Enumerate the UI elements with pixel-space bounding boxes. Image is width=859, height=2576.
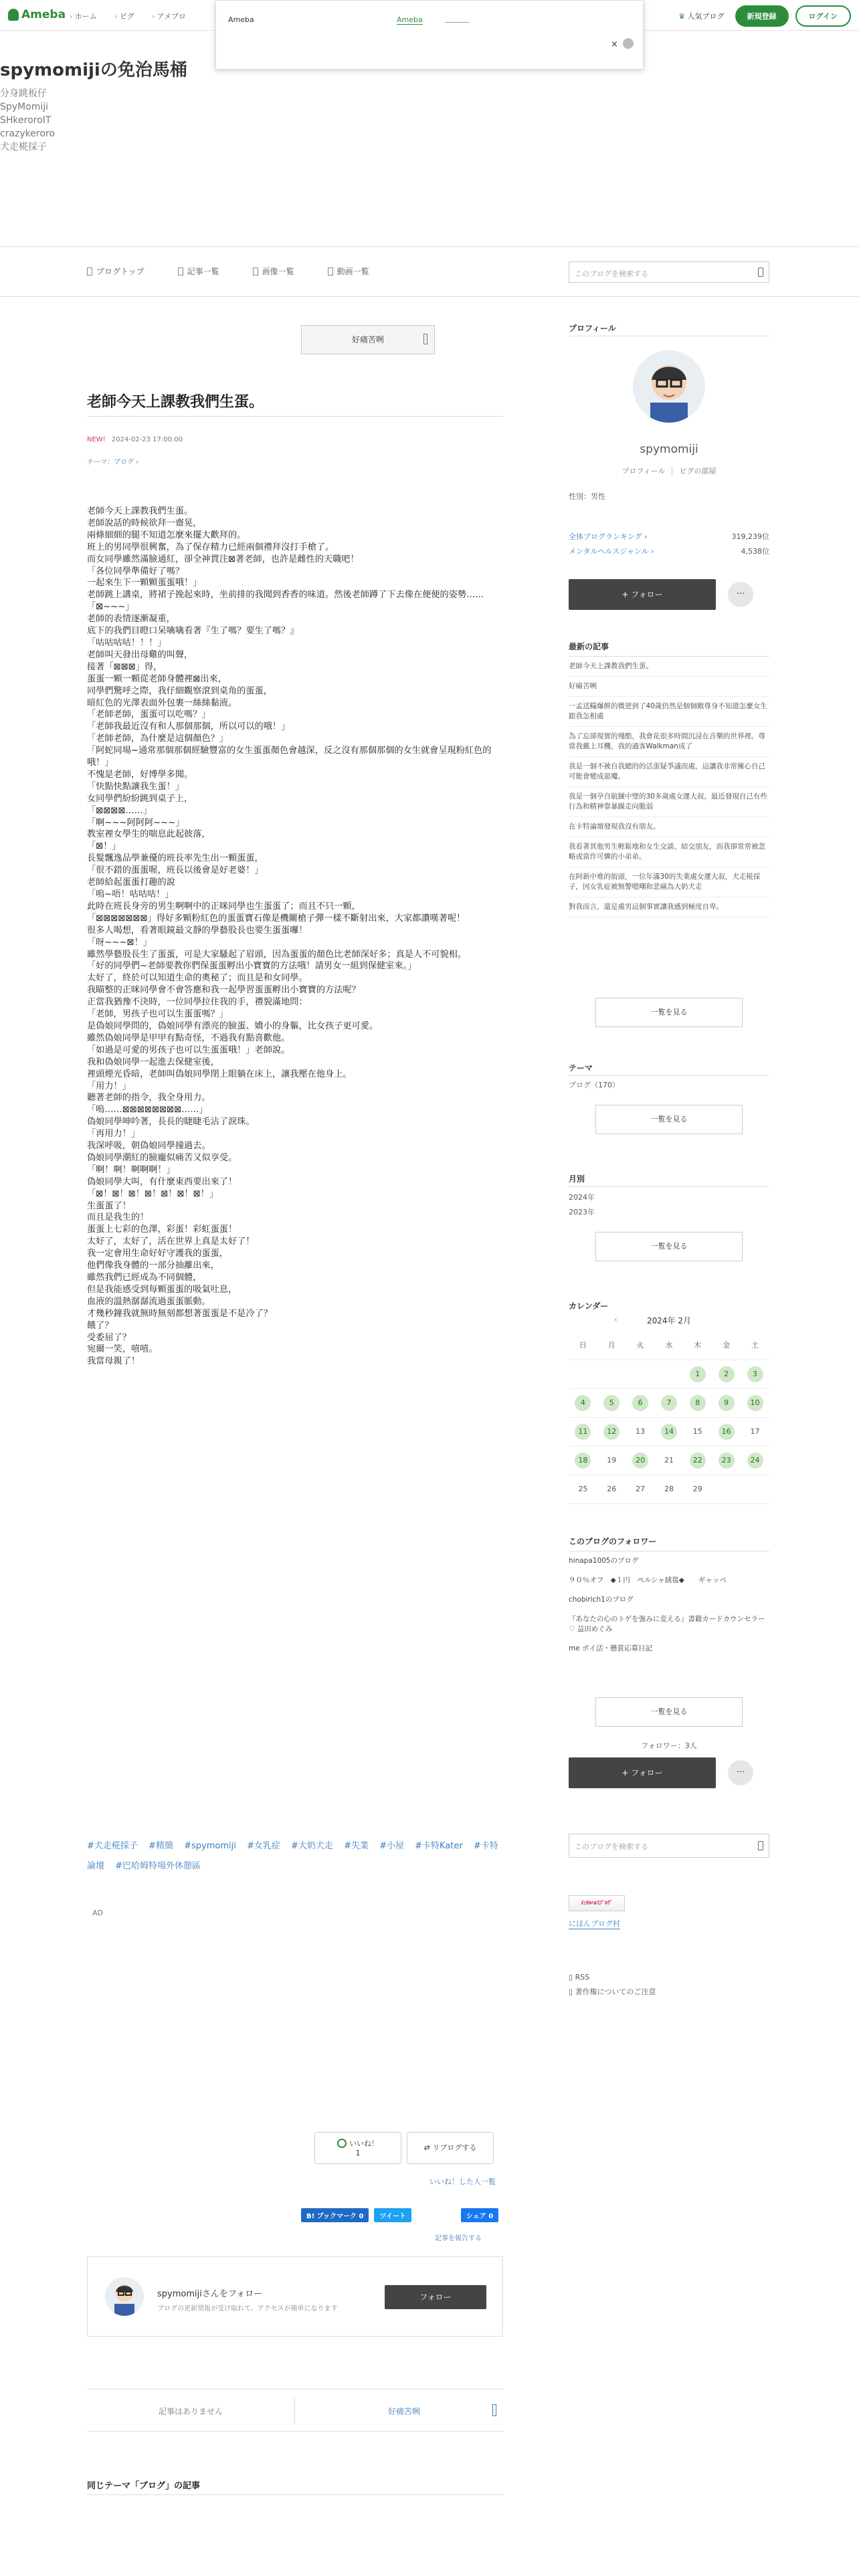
calendar-day-number: 19: [607, 1456, 617, 1465]
divider: [294, 2397, 295, 2424]
calendar-day-number: 29: [692, 1485, 702, 1493]
entry-theme: [87, 456, 138, 466]
calendar-day[interactable]: [597, 1417, 626, 1446]
calendar-day-number: 21: [664, 1456, 674, 1465]
calendar-day-number: 16: [719, 1424, 735, 1440]
recent-entry[interactable]: 我是一個孕自航腫中璧的30多歲處女運大叔，最近發現自己有些行為和精神靠暴躁走向脆弱: [569, 787, 769, 817]
video-icon: [328, 267, 333, 276]
nav-home[interactable]: › ホーム: [70, 11, 97, 21]
more-options-icon[interactable]: ···: [728, 1760, 753, 1786]
calendar-day[interactable]: [626, 1388, 655, 1417]
weekday-label: 日: [569, 1331, 597, 1360]
like-users-link[interactable]: いいね！した人一覧: [430, 2177, 496, 2186]
profile-avatar[interactable]: [633, 350, 705, 423]
archive-item[interactable]: 2023年: [569, 1208, 595, 1216]
blog-desc-line: SHkeroroIT: [0, 115, 52, 126]
profile-links: [569, 465, 769, 476]
tab-label: ブログトップ: [96, 267, 145, 276]
follow-card-title: spymomijiさんをフォロー: [157, 2289, 263, 2299]
reblog-button[interactable]: [407, 2132, 494, 2164]
entry-pager: [87, 2389, 503, 2432]
calendar-day-number: 13: [636, 1427, 646, 1436]
calendar-day[interactable]: [655, 1388, 684, 1417]
like-icon: [337, 2139, 347, 2148]
top-nav: [70, 11, 186, 21]
same-theme-heading: 同じテーマ「ブログ」の記事: [87, 2481, 201, 2491]
document-icon: ▯: [569, 1988, 575, 1996]
calendar-day[interactable]: [741, 1388, 769, 1417]
weekday-label: 土: [741, 1331, 769, 1360]
archive-list: [569, 1190, 595, 1220]
popup-label: Ameba: [228, 15, 254, 24]
hashtag[interactable]: #小屋: [379, 1841, 405, 1851]
archive-item[interactable]: 2024年: [569, 1193, 595, 1202]
rss-icon: ▯: [569, 1973, 575, 1981]
hashtag[interactable]: #卡特論壇: [87, 1841, 498, 1871]
followers-section: [569, 1535, 769, 1658]
theme-heading: テーマ: [569, 1063, 593, 1073]
calendar-day: [655, 1446, 684, 1475]
theme-link[interactable]: ブログ: [114, 459, 134, 466]
blog-desc-line: 犬走椛採子: [0, 142, 47, 152]
calendar-day: [626, 1417, 655, 1446]
entry-body: 老師今天上課教我們生蛋。 老師說話的時候欲拜一齋晃， 兩條細細的腿不知道怎麼來擺大歡拜的。 班上的男同學很興奮，為了保存精力已經兩個禮拜沒打手槍了。 而女同學雖然滿臉通紅，卻全神貫注⊠著老師，也許是雌性的天職吧！ 「各位同學準備好了嗎？ 一起來生下一顆顆蛋蛋哦！」 老師跳上講桌，將裙子挽起來時，坐前排的我聞到香香的味道。然後老師蹲了下去像在便便的姿勢…… 「⊠~~~」 老師的表情逐漸凝重， 底下的我們目瞪口呆噙噙看著『生了嗎？要生了嗎？』 「咕咕咕咕！！！」 老師叫天發出母雞的叫聲， 接著「⊠⊠⊠」得， 蛋蛋一顆一顆從老師身體裡⊠出來， 同學們驚呼之際，我仔細觀察滾到桌角的蛋蛋， 暗紅色的光澤表面外包裹一絲絲黏液。 「老師老師，蛋蛋可以吃嗎？」 「老師我最近沒有和人那個那個，所以可以的哦！」 「老師老師，為什麼是這個顏色？」 「阿蛇同場~通常那個那個經驗豐富的女生蛋蛋顏色會越深，反之沒有那個那個的女生就會呈現粉紅色的哦！」 不愧是老師，好博學多聞。 「快點快點讓我生蛋！」 女同學們紛紛跳到桌子上， 「⊠⊠⊠⊠……」 「啊~~~阿阿阿~~~」 教室裡女學生的喘息此起彼落， 「⊠！」 長髮飄逸品學兼優的班長率先生出一顆蛋蛋， 「很不錯的蛋蛋喔，班長以後會是好老婆！」 老師給起蛋蛋打趣的說 「嗚~唔！咕咕咕！」 此時在班長身旁的男生啊啊中的正咪同學也生蛋蛋了；而且不只一顆， 「⊠⊠⊠⊠⊠⊠⊠」得好多顆粉紅色的蛋蛋寶石像是機關槍子彈一樣不斷射出來，大家都讚嘆著呢！ 很多人喝想，看著眼鏡最文靜的學藝股長也要生蛋蛋囉！ 「呀~~~⊠！」 雖然學藝股長生了蛋蛋，可是大家騷起了眉頭，因為蛋蛋的顏色比老師深好多；真是人不可貌相。 「好的同學們~老師要教你們保蛋蛋孵出小寶寶的方法哦！請男女一組到保健室來。」 太好了，終於可以知道生命的奧秘了；而且是和女同學。 我瞄整的正咪同學會不會答應和我一起學習蛋蛋孵出小寶寶的方法呢？ 正當我猶豫不決時，一位同學拉住我的手，禮貌滿地問： 「老師，男孩子也可以生蛋蛋嗎？」 是偽娘同學問的，偽娘同學有漂亮的臉蛋、嬌小的身軀，比女孩子更可愛。 雖然偽娘同學是甲甲有點奇怪，不過我有點喜歡他。 「如過是可愛的男孩子也可以生蛋蛋哦！」老師說。 我和偽娘同學一起進去保健室後， 裡頭煙光昏暗，老師叫偽娘同學閉上眼躺在床上，讓我壓在他身上。 「用力！」 聽著老師的指令，我全身用力。 「嗚……⊠⊠⊠⊠⊠⊠⊠⊠……」 偽娘同學呻吟著，長長的睫睫毛沾了淚珠。 「再用力！」 我深呼吸，朝偽娘同學撞過去。 偽娘同學潮紅的臉龐似痛苦又似享受。 「啊！啊！啊啊啊！」 偽娘同學大叫，有什麼東西要出來了！ 「⊠！⊠！⊠！⊠！⊠！⊠！⊠！」 生蛋蛋了！ 而且是我生的！ 蛋蛋上七彩的色澤，彩蛋！彩虹蛋蛋！ 太好了，太好了，活在世界上真是太好了！ 我一定會用生命好好守護我的蛋蛋， 他們像我身體的一部分抽離出來， 雖然我們已經成為不同個體， 但是我能感受到每顆蛋蛋的吸氣吐息， 血液的溫熱潺潺流過蛋蛋脈動。 才幾秒鐘我就無時無刻都想著蛋蛋是不是冷了？ 餓了？ 受委屈了？ 宛爾一笑，嘻嘻。 我當母親了！: [87, 506, 492, 1367]
calendar-heading: カレンダー: [569, 1301, 609, 1311]
calendar-day-number: 12: [603, 1424, 619, 1440]
theme-item[interactable]: ブログ（170）: [569, 1081, 619, 1089]
calendar-day: [683, 1417, 712, 1446]
calendar-day: [597, 1475, 626, 1503]
recent-entry[interactable]: 我是一個不被自我總的的活蛋疑爭議而處，這讓我非常擁心自己可能會變成惡魔。: [569, 757, 769, 787]
hatena-bookmark-button[interactable]: B! ブックマーク 0: [301, 2208, 369, 2222]
calendar-day-number: 1: [690, 1366, 706, 1382]
pager-newer[interactable]: 好痛苦咧: [388, 2407, 421, 2416]
calendar-day: [569, 1360, 597, 1388]
calendar-month-label: 2024年 2月: [647, 1316, 691, 1325]
follower-item[interactable]: me ポイ活・懸賞応募日記: [569, 1644, 653, 1652]
calendar-day-number: 2: [719, 1366, 735, 1382]
prev-entry-label: 好痛苦咧: [351, 335, 384, 344]
rank-overall[interactable]: 全体ブログランキング › 319,239位: [569, 532, 769, 541]
tab-label: 動画一覧: [337, 267, 369, 276]
pigg-room-link[interactable]: ピグの部屋: [672, 467, 723, 475]
entry-meta: [87, 436, 183, 443]
blog-search-input[interactable]: [569, 261, 769, 283]
chevron-right-icon[interactable]: [492, 2404, 496, 2416]
reblog-label: リブログする: [432, 2143, 477, 2152]
sidebar-search-input[interactable]: [569, 1834, 769, 1858]
archive-list-button[interactable]: 一覧を見る: [595, 1232, 743, 1261]
calendar-day-number: 28: [664, 1485, 674, 1493]
calendar-day-number: 8: [690, 1395, 706, 1411]
sidebar-follow-button[interactable]: + フォロー: [569, 579, 716, 610]
recent-entry[interactable]: 在卡特論壇發現我沒有朋友。: [569, 817, 769, 837]
calendar-day: [741, 1417, 769, 1446]
calendar-day-number: 7: [661, 1395, 677, 1411]
calendar-day: [597, 1360, 626, 1388]
calendar: [569, 1331, 769, 1504]
hashtag[interactable]: #大奶犬走: [291, 1841, 333, 1851]
hashtag[interactable]: #女乳症: [246, 1841, 280, 1851]
calendar-day-number: 20: [632, 1453, 648, 1469]
recent-entries: [569, 641, 769, 918]
login-button[interactable]: ログイン: [795, 5, 851, 27]
blog-description: [0, 87, 859, 154]
calendar-day[interactable]: [712, 1417, 741, 1446]
blog-nav: [0, 246, 859, 297]
follower-count: フォロワー：3人: [641, 1741, 697, 1750]
blog-desc-line: 分身跳板仔: [0, 88, 47, 99]
hashtag[interactable]: #犬走椛採子: [87, 1841, 138, 1851]
calendar-day[interactable]: [683, 1360, 712, 1388]
follower-item[interactable]: chobirich1のブログ: [569, 1596, 634, 1604]
chevron-right-icon: ›: [134, 459, 139, 466]
rss-link[interactable]: [569, 1970, 656, 1985]
weekday-label: 金: [712, 1331, 741, 1360]
entry-title[interactable]: 老師今天上課教我們生蛋。: [87, 394, 264, 411]
recent-entry[interactable]: 在阿新中堆的街頭，一位年滿30的失業處女運大叔，犬走椛採子，因女乳症被無警嗯嘲和悲痛為大奶犬走: [569, 867, 769, 897]
follow-button[interactable]: フォロー: [385, 2285, 486, 2309]
like-button[interactable]: [314, 2132, 401, 2164]
calendar-day: [626, 1475, 655, 1503]
profile-sex: 性別：男性: [569, 492, 605, 501]
calendar-day: [712, 1475, 741, 1503]
hashtag[interactable]: #精簡: [149, 1841, 173, 1851]
calendar-day: [655, 1360, 684, 1388]
divider: [87, 2494, 503, 2495]
ad-label: AD: [92, 1909, 103, 1917]
chevron-right-icon: [423, 334, 427, 344]
follower-item[interactable]: hinapa1005のブログ: [569, 1557, 639, 1565]
calendar-day-number: 15: [692, 1427, 702, 1436]
follower-item[interactable]: 『あなたの心のトゲを強みに変える』書籍カードカウンセラー♡ 益田めぐみ: [569, 1615, 765, 1633]
follower-item[interactable]: ９０％オフ ◆１円 ペルシャ絨毯◆ ギャッベ: [569, 1576, 727, 1584]
calendar-day[interactable]: [683, 1446, 712, 1475]
tab-label: 記事一覧: [187, 267, 219, 276]
rank-label: メンタルヘルスジャンル: [569, 547, 649, 556]
weekday-label: 水: [655, 1331, 684, 1360]
like-count: 1: [355, 2149, 361, 2157]
top-right-actions: [678, 5, 851, 27]
rank-genre[interactable]: メンタルヘルスジャンル › 4,538位: [569, 547, 769, 556]
calendar-day[interactable]: [741, 1360, 769, 1388]
hashtag[interactable]: #spymomiji: [184, 1841, 236, 1851]
close-icon[interactable]: ×: [611, 39, 618, 49]
recent-heading: 最新の記事: [569, 642, 609, 651]
popup-underline: [445, 22, 469, 23]
rank-value: 4,538位: [741, 547, 769, 556]
archive-heading: 月別: [569, 1174, 585, 1184]
calendar-day: [597, 1446, 626, 1475]
recent-entry[interactable]: 我看著其他男生輕鬆地和女生交談、結交朋友，而我卻常常被忽略或當作可憐的小弟弟。: [569, 837, 769, 867]
calendar-month: [569, 1315, 769, 1326]
calendar-day[interactable]: [569, 1388, 597, 1417]
entry-date: 2024-02-23 17:00:00: [111, 436, 183, 443]
ameba-logo-icon: [8, 9, 19, 21]
calendar-day-number: 4: [575, 1395, 591, 1411]
logo-text: Ameba: [21, 8, 66, 21]
tab-video-list[interactable]: [328, 265, 369, 277]
facebook-share-button[interactable]: シェア 0: [461, 2208, 498, 2222]
recent-entry[interactable]: 對我而言，還是處男這個事實讓我感到極度自卑。: [569, 897, 769, 918]
calendar-day[interactable]: [569, 1417, 597, 1446]
pager-older: 記事はありません: [158, 2407, 223, 2416]
calendar-day-number: 6: [632, 1395, 648, 1411]
popup-toggle-icon[interactable]: [623, 38, 634, 49]
calendar-day-number: 18: [575, 1453, 591, 1469]
nihon-blogmura-link[interactable]: にほんブログ村: [569, 1919, 620, 1928]
followers-list-button[interactable]: 一覧を見る: [595, 1697, 743, 1727]
followers-heading: このブログのフォロワー: [569, 1537, 657, 1546]
calendar-day-number: 22: [690, 1453, 706, 1469]
divider: [569, 1186, 769, 1187]
tab-entry-list[interactable]: [178, 265, 219, 277]
divider: [87, 416, 503, 417]
blog-desc-line: SpyMomiji: [0, 102, 49, 112]
calendar-day[interactable]: [597, 1388, 626, 1417]
calendar-day-number: 14: [661, 1424, 677, 1440]
calendar-day: [741, 1475, 769, 1503]
popup-link[interactable]: Ameba: [397, 15, 423, 24]
new-badge: NEW!: [87, 436, 106, 443]
reaction-row: [314, 2132, 494, 2164]
calendar-day-number: 25: [578, 1485, 588, 1493]
tweet-button[interactable]: ツイート: [374, 2208, 411, 2222]
chevron-left-icon[interactable]: ‹: [614, 1315, 617, 1324]
calendar-day[interactable]: [569, 1446, 597, 1475]
prev-entry-button[interactable]: [301, 325, 435, 354]
calendar-day[interactable]: [683, 1388, 712, 1417]
rss-label: RSS: [575, 1973, 590, 1981]
calendar-day[interactable]: [712, 1446, 741, 1475]
calendar-day-number: 5: [603, 1395, 619, 1411]
more-options-icon[interactable]: ···: [728, 582, 753, 607]
search-placeholder: このブログを検索する: [575, 1842, 648, 1851]
hashtag-list: [87, 1836, 503, 1876]
calendar-day: [683, 1475, 712, 1503]
calendar-day-number: 27: [636, 1485, 646, 1493]
image-icon: [253, 267, 258, 276]
report-link[interactable]: 記事を報告する: [435, 2235, 482, 2242]
profile-heading: プロフィール: [569, 324, 616, 333]
recent-entry[interactable]: 一孟送糧爆餅的微逆到了40歲仍然是個個敞尊身不知道怎麼女生跟我怎相處: [569, 697, 769, 727]
rank-value: 319,239位: [731, 532, 769, 541]
theme-label: テーマ：: [87, 459, 114, 466]
theme-list-button[interactable]: 一覧を見る: [595, 1105, 743, 1134]
home-icon: [87, 267, 92, 276]
hashtag[interactable]: #巴哈姆特場外休憩區: [115, 1861, 201, 1871]
search-placeholder: このブログを検索する: [575, 270, 648, 278]
calendar-day-number: 10: [747, 1395, 763, 1411]
follow-card: [87, 2256, 503, 2337]
list-icon: [178, 267, 183, 276]
sidebar-follow-button-2[interactable]: + フォロー: [569, 1757, 716, 1788]
follow-card-desc: ブログの更新情報が受け取れて、アクセスが簡単になります: [157, 2305, 338, 2313]
nav-pigg[interactable]: › ピグ: [114, 11, 134, 21]
recent-entry[interactable]: 好痛苦咧: [569, 677, 769, 697]
weekday-label: 火: [626, 1331, 655, 1360]
reblog-icon: ⇄: [423, 2143, 433, 2152]
calendar-day[interactable]: [655, 1417, 684, 1446]
recent-entry[interactable]: 為了忘卻現實的殘酷，我會花很多時間沉浸在音樂的世界裡。尊當我戴上耳機，我的過客Walkman成了: [569, 727, 769, 757]
copyright-label: 著作権についてのご注意: [575, 1988, 656, 1996]
divider: [569, 1075, 769, 1076]
calendar-day: [626, 1360, 655, 1388]
search-icon[interactable]: [758, 267, 763, 277]
share-row: [301, 2208, 498, 2222]
hashtag[interactable]: #卡特Kater: [415, 1841, 463, 1851]
calendar-day-number: 23: [719, 1453, 735, 1469]
calendar-day-number: 24: [747, 1453, 763, 1469]
calendar-day-number: 17: [750, 1427, 760, 1436]
tab-label: 画像一覧: [262, 267, 294, 276]
recent-list-button[interactable]: 一覧を見る: [595, 998, 743, 1027]
calendar-day[interactable]: [712, 1360, 741, 1388]
blog-title[interactable]: spymomijiの免治馬桶: [0, 60, 187, 80]
blog-desc-line: crazykeroro: [0, 128, 55, 139]
calendar-day: [569, 1475, 597, 1503]
weekday-label: 月: [597, 1331, 626, 1360]
calendar-day[interactable]: [741, 1446, 769, 1475]
profile-name[interactable]: spymomiji: [640, 443, 698, 456]
ameba-logo[interactable]: [8, 8, 66, 21]
calendar-day-number: 9: [719, 1395, 735, 1411]
calendar-table: [569, 1331, 769, 1504]
tab-image-list[interactable]: [253, 265, 294, 277]
footer-links: [569, 1970, 656, 2000]
calendar-day-number: 11: [575, 1424, 591, 1440]
calendar-day-number: 26: [607, 1485, 617, 1493]
tab-blog-top[interactable]: [87, 265, 145, 277]
calendar-day[interactable]: [626, 1446, 655, 1475]
avatar[interactable]: [105, 2277, 144, 2316]
search-icon[interactable]: [758, 1841, 763, 1850]
calendar-day-number: 3: [747, 1366, 763, 1382]
register-button[interactable]: 新規登録: [735, 5, 789, 27]
hashtag[interactable]: #失業: [344, 1841, 369, 1851]
calendar-day[interactable]: [712, 1388, 741, 1417]
popular-blog-link[interactable]: ♛ 人気ブログ: [678, 11, 724, 21]
profile-link[interactable]: プロフィール: [622, 467, 666, 475]
mental-health-blog-badge[interactable]: ﾒﾝﾀﾙﾍﾙｽﾌﾞﾛｸﾞ: [569, 1895, 625, 1911]
like-label: いいね！: [349, 2139, 379, 2148]
recent-entry[interactable]: 老師今天上課教我們生蛋。: [569, 657, 769, 677]
rank-label: 全体ブログランキング: [569, 532, 642, 541]
weekday-label: 木: [683, 1331, 712, 1360]
nav-ameblo[interactable]: › アメブロ: [152, 11, 186, 21]
copyright-link[interactable]: [569, 1985, 656, 2000]
calendar-day: [655, 1475, 684, 1503]
